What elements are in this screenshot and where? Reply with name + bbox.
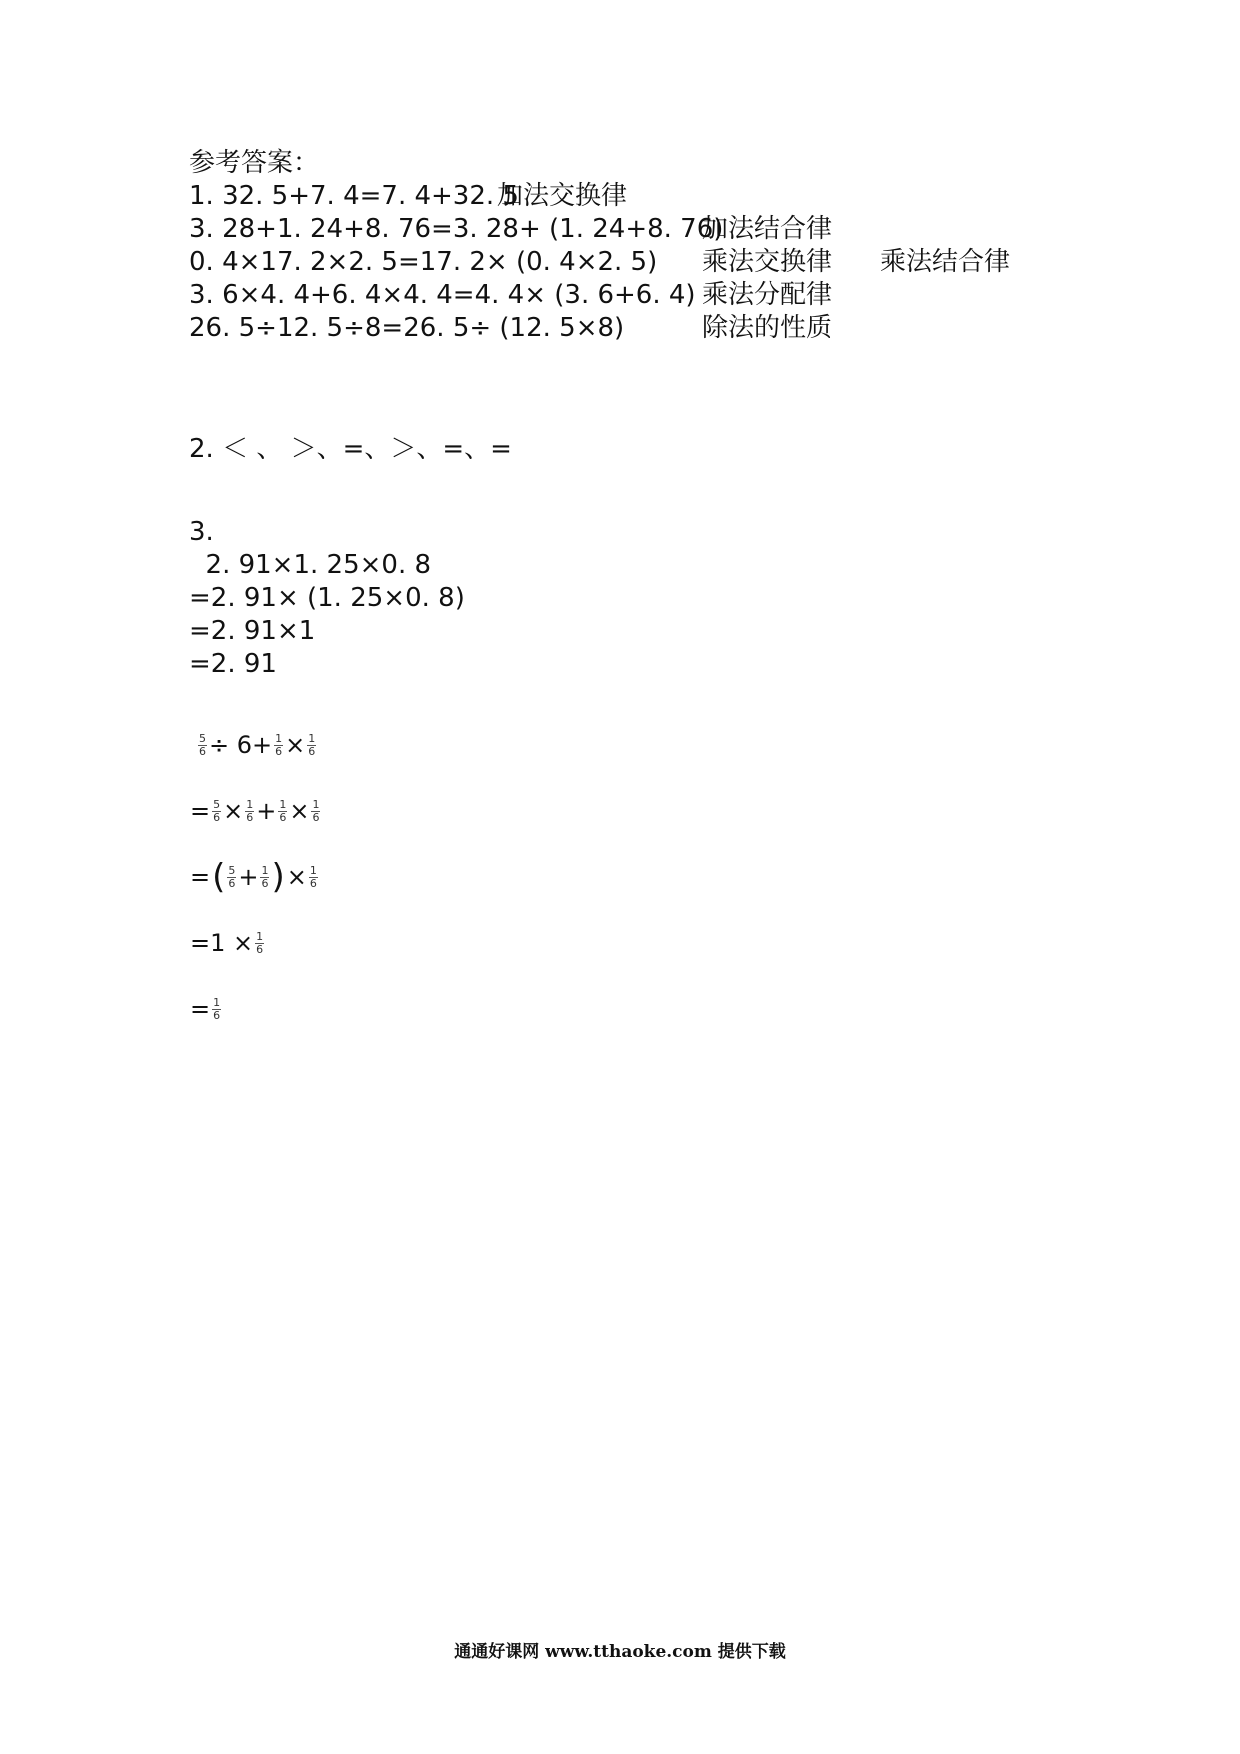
q1-law-4: 乘法分配律: [702, 280, 833, 310]
operator: ×: [289, 797, 310, 825]
fraction: $\frac{1}{6}$: [308, 731, 316, 758]
fraction: $\frac{5}{6}$: [199, 731, 206, 758]
q3-step-3: =2. 91×1: [189, 616, 316, 646]
q3-step-4: =2. 91: [189, 649, 277, 679]
fraction: $\frac{5}{6}$: [228, 863, 236, 890]
q1-line-1: 1. 32. 5+7. 4=7. 4+32. 5: [189, 181, 519, 211]
q3-frac-step-1: [197, 720, 317, 770]
q3-step-2: =2. 91× (1. 25×0. 8): [189, 583, 465, 613]
operator: ×: [286, 863, 307, 891]
q3-frac-step-2: [189, 786, 321, 836]
q1-law-1: 加法交换律: [497, 181, 628, 211]
q3-frac-step-4: [189, 918, 265, 968]
q1-law-3: 乘法交换律: [702, 247, 833, 277]
fraction: $\frac{1}{6}$: [256, 929, 264, 956]
q1-line-4: 3. 6×4. 4+6. 4×4. 4=4. 4× (3. 6+6. 4): [189, 280, 696, 310]
q3-label: 3.: [189, 517, 214, 547]
fraction: $\frac{1}{6}$: [213, 995, 221, 1022]
fraction: $\frac{1}{6}$: [275, 731, 283, 758]
operator: =: [190, 797, 211, 825]
q2-answer: 2. ＜ 、 ＞、=、＞、=、=: [189, 434, 512, 464]
operator: =: [190, 995, 211, 1023]
q1-law-3b: 乘法结合律: [880, 247, 1011, 277]
q3-frac-step-3: [189, 852, 319, 902]
operator: +: [238, 863, 259, 891]
operator: =: [190, 863, 211, 891]
operator: =1 ×: [190, 929, 254, 957]
q1-law-5: 除法的性质: [702, 313, 833, 343]
q1-line-3: 0. 4×17. 2×2. 5=17. 2× (0. 4×2. 5): [189, 247, 658, 277]
answer-heading: 参考答案：: [189, 148, 320, 178]
fraction: $\frac{5}{6}$: [213, 797, 221, 824]
operator: ×: [285, 731, 306, 759]
q1-line-5: 26. 5÷12. 5÷8=26. 5÷ (12. 5×8): [189, 313, 625, 343]
operator: ×: [223, 797, 244, 825]
left-paren: (: [212, 857, 226, 897]
right-paren: ): [271, 857, 285, 897]
fraction: $\frac{1}{6}$: [246, 797, 254, 824]
page-footer: 通通好课网 www.tthaoke.com 提供下载: [454, 1642, 786, 1662]
fraction: $\frac{1}{6}$: [261, 863, 269, 890]
q3-frac-step-5: [189, 984, 222, 1034]
fraction: $\frac{1}{6}$: [309, 863, 317, 890]
q1-law-2: 加法结合律: [702, 214, 833, 244]
fraction: $\frac{1}{6}$: [279, 797, 287, 824]
q3-step-1: 2. 91×1. 25×0. 8: [189, 550, 432, 580]
q1-line-2: 3. 28+1. 24+8. 76=3. 28+ (1. 24+8. 76): [189, 214, 724, 244]
fraction: $\frac{1}{6}$: [312, 797, 320, 824]
operator: +: [256, 797, 277, 825]
operator: ÷ 6+: [209, 731, 273, 759]
